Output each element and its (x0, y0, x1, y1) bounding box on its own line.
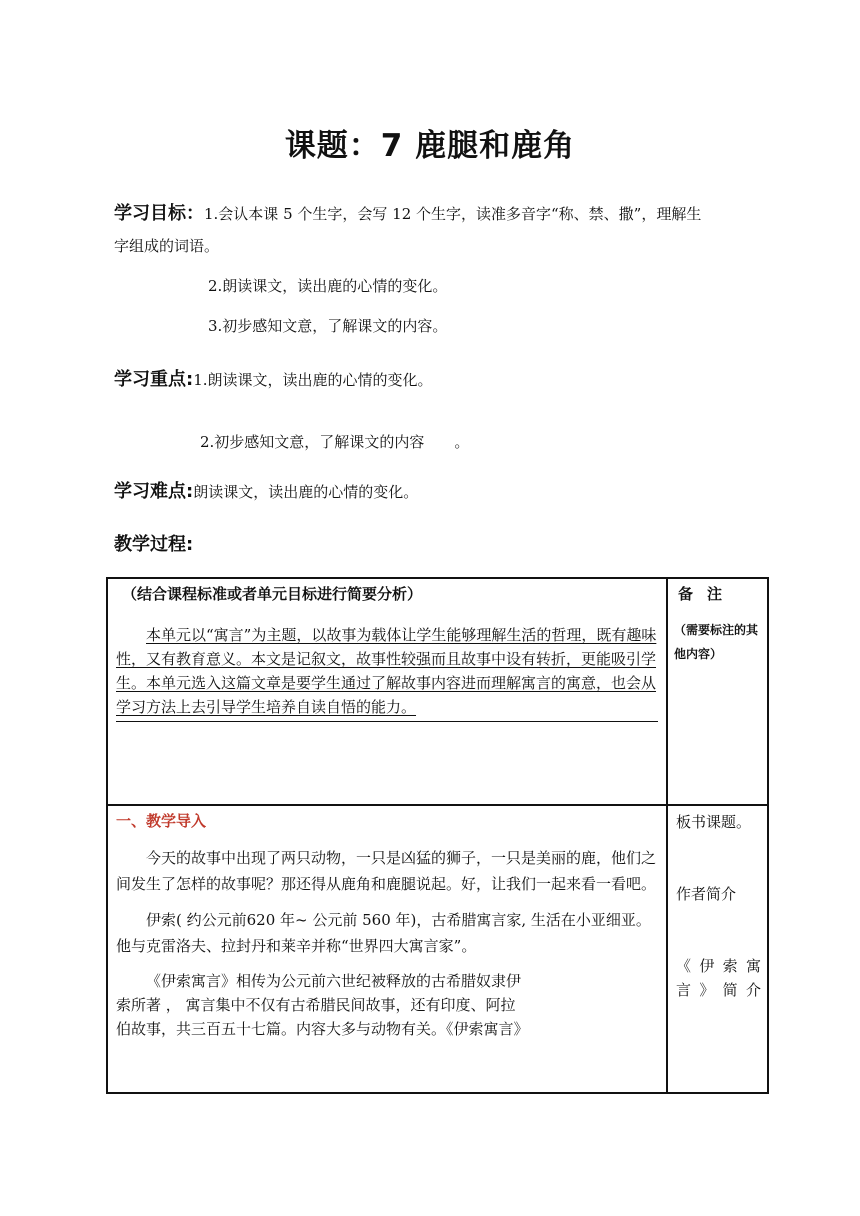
teaching-process-table (106, 577, 769, 1094)
section1-row (107, 805, 768, 1093)
note-subtitle: （需要标注的其他内容） (674, 623, 759, 661)
key-points-block (114, 366, 433, 394)
section1-p3-line2: 索所著 ， 寓言集中不仅有古希腊民间故事，还有印度、阿拉 (116, 996, 516, 1014)
side-notes-cell (667, 805, 768, 1093)
objective-1-line2: 字组成的词语。 (114, 237, 220, 255)
objective-2: 2.朗读课文，读出鹿的心情的变化。 (208, 277, 448, 295)
objective-3: 3.初步感知文意，了解课文的内容。 (208, 317, 448, 335)
objectives-block (114, 200, 764, 228)
section1-cell (107, 805, 667, 1093)
analysis-heading: （结合课程标准或者单元目标进行简要分析） (122, 585, 423, 603)
page-title: 课题：7 鹿腿和鹿角 (284, 128, 576, 164)
side-note-book: 《 伊 索 寓 言》简介 (676, 957, 761, 999)
note-title: 备注 (678, 585, 737, 603)
section1-heading: 一、教学导入 (116, 812, 207, 830)
process-label: 教学过程: (114, 534, 194, 555)
key-point-1: 1.朗读课文，读出鹿的心情的变化。 (193, 371, 433, 389)
key-points-label: 学习重点: (114, 369, 194, 390)
analysis-text: 本单元以“寓言”为主题，以故事为载体让学生能够理解生活的哲理，既有趣味性，又有教育意义。本文是记叙文，故事性较强而且故事中设有转折，更能吸引学生。本单元选入这篇文章是要学生通过了解故事内容进而理解寓言的寓意，也会从学习方法上去引导学生培养自读自悟的能力。 (116, 623, 658, 722)
side-note-board-title: 板书课题。 (676, 813, 752, 831)
section1-paragraph-2: 伊索( 约公元前620 年~ 公元前 560 年)，古希腊寓言家, 生活在小亚细亚。他与克雷洛夫、拉封丹和莱辛并称“世界四大寓言家”。 (116, 911, 651, 955)
section1-p3-line1: 《伊索寓言》相传为公元前六世纪被释放的古希腊奴隶伊 (146, 972, 522, 990)
objective-1-line1: 1.会认本课 5 个生字，会写 12 个生字，读准多音字“称、禁、撒”，理解生 (204, 205, 702, 223)
key-point-2: 2.初步感知文意，了解课文的内容 。 (200, 433, 470, 451)
analysis-cell (107, 578, 667, 805)
section1-paragraph-3 (116, 969, 658, 1041)
objectives-label: 学习目标： (114, 203, 204, 224)
analysis-row (107, 578, 768, 805)
difficulty-label: 学习难点: (114, 481, 194, 502)
section1-paragraph-1: 今天的故事中出现了两只动物，一只是凶猛的狮子，一只是美丽的鹿，他们之间发生了怎样的故事呢？那还得从鹿角和鹿腿说起。好，让我们一起来看一看吧。 (116, 849, 657, 893)
difficulty-text: 朗读课文，读出鹿的心情的变化。 (193, 483, 419, 501)
side-note-author: 作者简介 (676, 885, 737, 903)
section1-p3-line3: 伯故事，共三百五十七篇。内容大多与动物有关。《伊索寓言》 (116, 1020, 529, 1038)
note-cell (667, 578, 768, 805)
difficulty-block (114, 478, 418, 506)
